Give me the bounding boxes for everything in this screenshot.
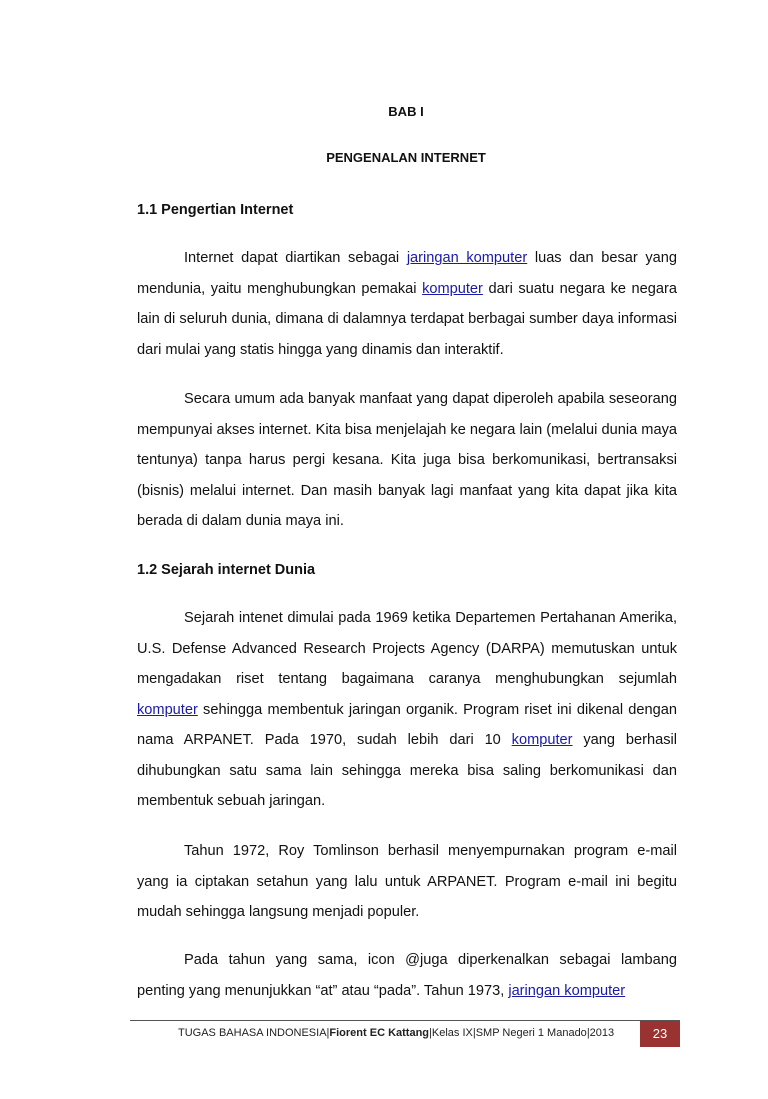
paragraph-text: Secara umum ada banyak manfaat yang dapat diperoleh apabila seseorang mempunyai akses internet. Kita bisa menjelajah ke negara lain (melalui dunia maya tentunya) tanpa harus pergi kesana. Kita juga bisa berkomunikasi, bertransaksi (bisnis) melalui internet. Dan masih banyak lagi manfaat yang kita dapat jika kita berada di dalam dunia maya ini. <box>137 391 677 529</box>
footer-separator: | <box>326 1027 330 1039</box>
paragraph-sejarah-1 <box>137 603 677 817</box>
paragraph-text: Pada tahun yang sama, icon @juga diperkenalkan sebagai lambang penting yang menunjukkan “at” atau “pada”. Tahun 1973, <box>137 952 677 999</box>
paragraph-text: dari suatu negara ke negara lain di seluruh dunia, dimana di dalamnya terdapat berbagai sumber daya informasi dari mulai yang statis hingga yang dinamis dan interaktif. <box>137 280 678 358</box>
footer-text <box>178 1025 614 1042</box>
footer-separator: | <box>472 1027 476 1039</box>
footer-separator: | <box>429 1027 432 1039</box>
footer-divider <box>130 1020 680 1021</box>
footer-class: Kelas IX <box>431 1027 473 1039</box>
chapter-title: PENGENALAN INTERNET <box>326 150 486 165</box>
link-jaringan-komputer[interactable]: jaringan komputer <box>406 250 528 266</box>
paragraph-text: sehingga membentuk jaringan organik. Program riset ini dikenal dengan nama ARPANET. Pada 1970, sudah lebih dari 10 <box>137 701 677 748</box>
footer-year: 2013 <box>589 1027 615 1039</box>
link-jaringan-komputer[interactable]: jaringan komputer <box>508 982 626 999</box>
paragraph-text: luas dan besar yang mendunia, yaitu menghubungkan pemakai <box>137 250 677 297</box>
footer-author: Fiorent EC Kattang <box>329 1027 430 1039</box>
section-heading-1-2: 1.2 Sejarah internet Dunia <box>137 562 316 578</box>
paragraph-text: Internet dapat diartikan sebagai <box>184 250 407 266</box>
footer-subject: TUGAS BAHASA INDONESIA <box>178 1027 327 1039</box>
section-heading-1-1: 1.1 Pengertian Internet <box>137 202 294 218</box>
paragraph-pengertian-2 <box>137 384 677 537</box>
link-komputer[interactable]: komputer <box>137 701 198 718</box>
footer-separator: | <box>586 1027 590 1039</box>
paragraph-sejarah-3 <box>137 945 677 1006</box>
page-number-badge: 23 <box>640 1021 680 1047</box>
paragraph-text: Sejarah intenet dimulai pada 1969 ketika Departemen Pertahanan Amerika, U.S. Defense Advanced Research Projects Agency (DARPA) memutuskan untuk mengadakan riset tentang bagaimana caranya menghubungkan sejumlah <box>137 610 677 687</box>
chapter-number: BAB I <box>388 104 424 119</box>
link-komputer[interactable]: komputer <box>422 280 483 297</box>
paragraph-text: Tahun 1972, Roy Tomlinson berhasil menyempurnakan program e-mail yang ia ciptakan setahun yang lalu untuk ARPANET. Program e-mail ini begitu mudah sehingga langsung menjadi populer. <box>137 843 677 920</box>
paragraph-pengertian-1 <box>137 243 677 365</box>
paragraph-sejarah-2 <box>137 836 677 928</box>
link-komputer[interactable]: komputer <box>511 732 573 748</box>
footer-school: SMP Negeri 1 Manado <box>475 1027 587 1039</box>
paragraph-text: yang berhasil dihubungkan satu sama lain sehingga mereka bisa saling berkomunikasi dan membentuk sebuah jaringan. <box>137 732 677 809</box>
